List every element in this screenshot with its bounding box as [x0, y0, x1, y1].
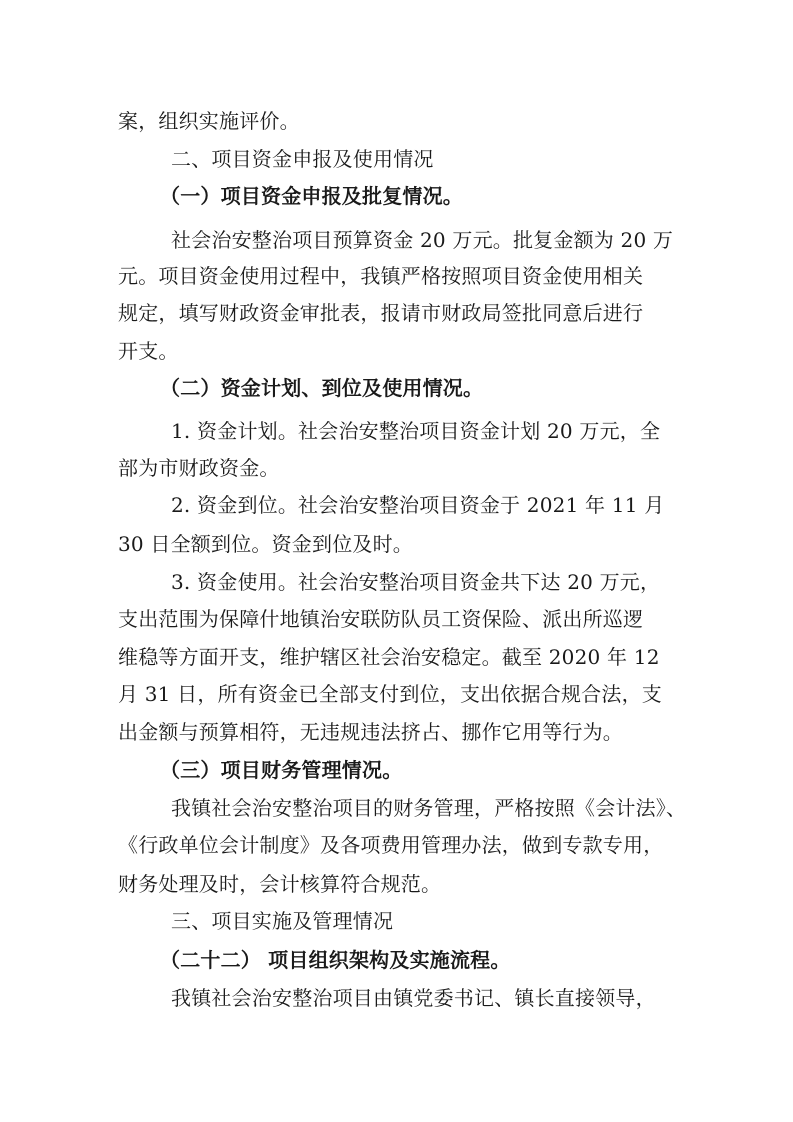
section-heading: 二、项目资金申报及使用情况: [171, 147, 434, 171]
paragraph-line: 我镇社会治安整治项目由镇党委书记、镇长直接领导，: [171, 986, 656, 1010]
paragraph-line: 开支。: [118, 339, 179, 363]
paragraph-line: 规定，填写财政资金审批表，报请市财政局签批同意后进行: [118, 301, 644, 325]
section-heading: 三、项目实施及管理情况: [171, 909, 394, 933]
paragraph-line: 支出范围为保障什地镇治安联防队员工资保险、派出所巡逻: [118, 607, 644, 631]
paragraph-line: 社会治安整治项目预算资金 20 万元。批复金额为 20 万: [171, 228, 674, 252]
paragraph-line: 财务处理及时，会计核算符合规范。: [118, 872, 442, 896]
paragraph-line: 案，组织实施评价。: [118, 109, 300, 133]
paragraph-line: 1. 资金计划。社会治安整治项目资金计划 20 万元，全: [171, 419, 661, 443]
paragraph-line: 出金额与预算相符，无违规违法挤占、挪作它用等行为。: [118, 720, 623, 744]
paragraph-line: 我镇社会治安整治项目的财务管理，严格按照《会计法》、: [171, 796, 687, 820]
paragraph-line: 3. 资金使用。社会治安整治项目资金共下达 20 万元，: [171, 570, 661, 594]
subsection-heading: （二）资金计划、到位及使用情况。: [160, 376, 484, 400]
paragraph-line: 月 31 日，所有资金已全部支付到位，支出依据合规合法，支: [118, 682, 662, 706]
paragraph-line: 部为市财政资金。: [118, 456, 280, 480]
paragraph-line: 2. 资金到位。社会治安整治项目资金于 2021 年 11 月: [171, 493, 665, 517]
subsection-heading: （二十二） 项目组织架构及实施流程。: [160, 948, 511, 972]
paragraph-line: 30 日全额到位。资金到位及时。: [118, 532, 414, 556]
subsection-heading: （一）项目资金申报及批复情况。: [160, 184, 463, 208]
paragraph-line: 元。项目资金使用过程中，我镇严格按照项目资金使用相关: [118, 264, 644, 288]
paragraph-line: 《行政单位会计制度》及各项费用管理办法，做到专款专用，: [118, 833, 664, 857]
subsection-heading: （三）项目财务管理情况。: [160, 758, 403, 782]
paragraph-line: 维稳等方面开支，维护辖区社会治安稳定。截至 2020 年 12: [118, 645, 660, 669]
